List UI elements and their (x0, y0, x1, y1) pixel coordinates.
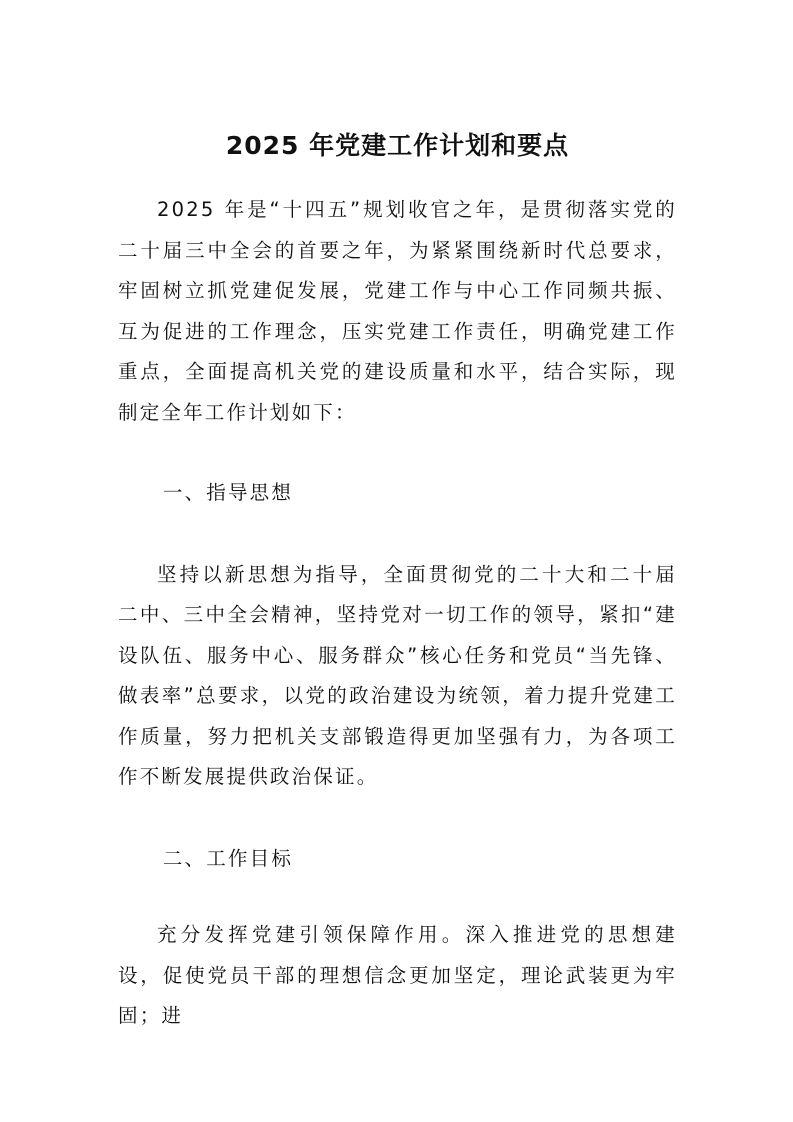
section-body-guiding-ideology: 坚持以新思想为指导，全面贯彻党的二十大和二十届二中、三中全会精神，坚持党对一切工作的领导，紧扣“建设队伍、服务中心、服务群众”核心任务和党员“当先锋、做表率”总要求，以党的政治建设为统领，着力提升党建工作质量，努力把机关支部锻造得更加坚强有力，为各项工作不断发展提供政治保证。 (118, 562, 677, 788)
section-heading-guiding-ideology: 一、指导思想 (162, 481, 294, 504)
spacer (118, 433, 677, 473)
spacer (118, 798, 677, 839)
document-title: 2025 年党建工作计划和要点 (225, 131, 570, 160)
intro-paragraph: 2025 年是“十四五”规划收官之年，是贯彻落实党的二十届三中全会的首要之年，为紧紧围绕新时代总要求，牢固树立抓党建促发展，党建工作与中心工作同频共振、互为促进的工作理念，压实党建工作责任，明确党建工作重点，全面提高机关党的建设质量和水平，结合实际，现制定全年工作计划如下： (118, 198, 677, 424)
spacer (118, 879, 677, 915)
spacer (118, 514, 677, 555)
section-heading-work-goals: 二、工作目标 (162, 846, 294, 870)
section-body-work-goals: 充分发挥党建引领保障作用。深入推进党的思想建设，促使党员干部的理想信念更加坚定，理论武装更为牢固；进 (118, 923, 677, 1027)
